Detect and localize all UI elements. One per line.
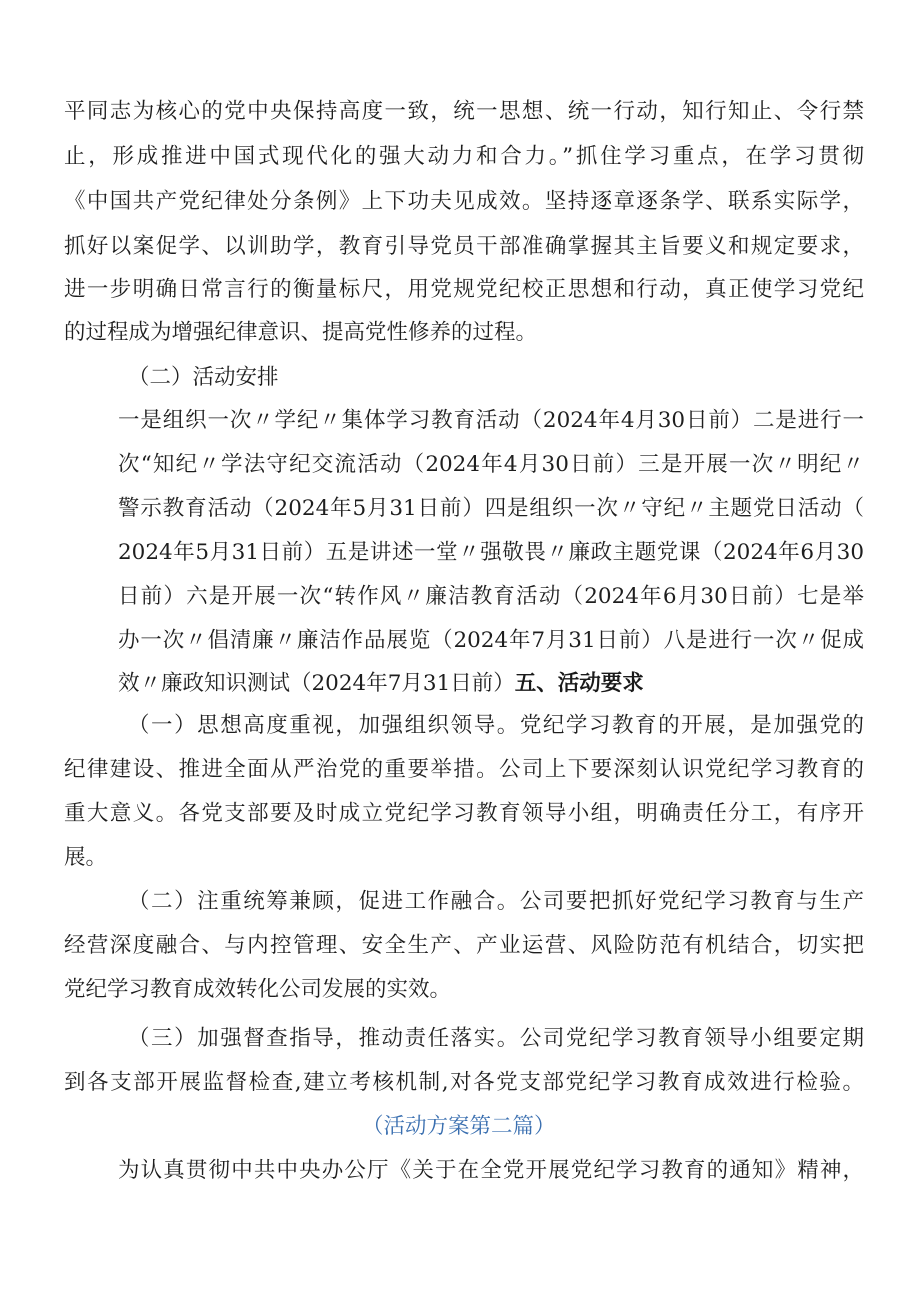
text-line [128,706,864,746]
text-line [118,533,864,573]
text-line [64,750,864,790]
text-line [128,358,864,398]
text-line-content: 纪律建设、推进全面从严治党的重要举措。公司上下要深刻认识党纪学习教育的 [64,757,864,782]
text-line-content: 警示教育活动（2024年5月31日前）四是组织一次〃守纪〃主题党日活动（ [118,496,864,521]
text-line-content: 日前）六是开展一次“转作风〃廉洁教育活动（2024年6月30日前）七是举 [118,584,864,609]
text-line [118,664,864,704]
text-line [64,838,864,878]
text-line [118,445,864,485]
text-line-content: 到各支部开展监督检查,建立考核机制,对各党支部党纪学习教育成效进行检验。 [64,1070,864,1095]
text-line-content: 2024年5月31日前）五是讲述一堂〃强敬畏〃廉政主题党课（2024年6月30 [118,540,864,565]
text-line [64,313,864,353]
text-line [118,577,864,617]
text-line [64,182,864,222]
text-line-content: （一）思想高度重视，加强组织领导。党纪学习教育的开展，是加强党的 [128,713,864,738]
text-line [64,270,864,310]
text-line-content: 经营深度融合、与内控管理、安全生产、产业运营、风险防范有机结合，切实把 [64,933,864,958]
text-line [128,1019,864,1059]
text-line-content: 进一步明确日常言行的衡量标尺，用党规党纪校正思想和行动，真正使学习党纪 [64,277,864,302]
text-line [64,1063,864,1103]
text-line-content: 次“知纪〃学法守纪交流活动（2024年4月30日前）三是开展一次〃明纪〃 [118,452,864,477]
text-line-content: 为认真贯彻中共中央办公厅《关于在全党开展党纪学习教育的通知》精神， [118,1158,864,1183]
text-line-content: 效〃廉政知识测试（2024年7月31日前） [118,671,515,696]
text-line-content: 办一次〃倡清廉〃廉洁作品展览（2024年7月31日前）八是进行一次〃促成 [118,628,864,653]
text-line-content: 展。 [64,845,108,870]
text-line [64,794,864,834]
text-line [64,92,864,132]
text-line [64,926,864,966]
section-subtitle [362,1107,864,1147]
text-line [128,882,864,922]
text-line [64,227,864,267]
text-line-content: 抓好以案促学、以训助学，教育引导党员干部准确掌握其主旨要义和规定要求， [64,234,864,259]
text-line-content: 一是组织一次〃学纪〃集体学习教育活动（2024年4月30日前）二是进行一 [118,408,864,433]
text-line-content: 重大意义。各党支部要及时成立党纪学习教育领导小组，明确责任分工，有序开 [64,801,864,826]
text-line [118,401,864,441]
text-line-content: 《中国共产党纪律处分条例》上下功夫见成效。坚持逐章逐条学、联系实际学， [64,189,864,214]
text-line-content: （三）加强督查指导，推动责任落实。公司党纪学习教育领导小组要定期 [128,1026,864,1051]
text-line-content: （二）注重统筹兼顾，促进工作融合。公司要把抓好党纪学习教育与生产 [128,889,864,914]
text-line [118,1151,864,1191]
text-line [64,137,864,177]
text-line [64,970,864,1010]
text-line [118,489,864,529]
text-line-content: 党纪学习教育成效转化公司发展的实效。 [64,977,452,1002]
section-heading: 五、活动要求 [514,671,644,696]
text-line [118,621,864,661]
text-line-content: 平同志为核心的党中央保持高度一致，统一思想、统一行动，知行知止、令行禁 [64,99,864,124]
text-line-content: （二）活动安排 [128,365,279,390]
text-line-content: （活动方案第二篇） [362,1114,556,1139]
text-line-content: 的过程成为增强纪律意识、提高党性修养的过程。 [64,320,538,345]
text-line-content: 止，形成推进中国式现代化的强大动力和合力。”抓住学习重点，在学习贯彻 [64,144,864,169]
